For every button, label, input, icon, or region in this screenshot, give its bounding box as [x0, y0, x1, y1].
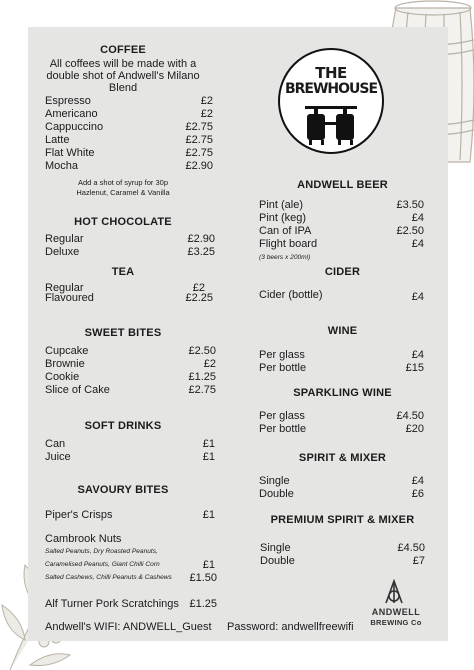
- menu-item-name: Per glass: [259, 349, 305, 361]
- menu-item-price: £1.25: [189, 598, 217, 610]
- menu-item-price: £2.50: [396, 225, 424, 237]
- menu-item-price: £4: [411, 291, 424, 303]
- menu-item-name: Americano: [45, 108, 98, 120]
- coffee-intro-3: Blend: [108, 82, 138, 94]
- menu-item-price: £1: [202, 438, 215, 450]
- menu-item-price: £4.50: [396, 410, 424, 422]
- menu-item-price: £1: [202, 559, 215, 571]
- menu-item-price: £4: [411, 212, 424, 224]
- menu-item-price: £2.90: [187, 233, 215, 245]
- coffee-heading: COFFEE: [100, 44, 146, 56]
- andwell-beer-heading: ANDWELL BEER: [297, 179, 388, 191]
- menu-item-price: £2.75: [185, 147, 213, 159]
- brewhouse-logo: [278, 48, 384, 154]
- menu-item-name: Alf Turner Pork Scratchings: [45, 598, 179, 610]
- menu-item-name: Latte: [45, 134, 70, 146]
- menu-item-price: £2.50: [188, 345, 216, 357]
- menu-item-price: £2.75: [188, 384, 216, 396]
- menu-item-name: Pint (ale): [259, 199, 304, 211]
- wifi-network: Andwell's WIFI: ANDWELL_Guest: [45, 621, 212, 633]
- menu-item-name: Cookie: [45, 371, 80, 383]
- flight-note: (3 beers x 200ml): [259, 254, 311, 261]
- menu-item-name: Cupcake: [45, 345, 89, 357]
- menu-item-name: Deluxe: [45, 246, 80, 258]
- menu-item-price: £2.75: [185, 121, 213, 133]
- menu-item-price: £6: [411, 488, 424, 500]
- menu-item-name: Cambrook Nuts: [45, 533, 122, 545]
- menu-item-price: £2: [200, 95, 213, 107]
- spirit-mixer-heading: SPIRIT & MIXER: [298, 452, 387, 464]
- menu-item-price: £4: [411, 238, 424, 250]
- brand-line-2: BREWING Co: [370, 618, 422, 627]
- menu-item-name: Cider (bottle): [259, 289, 323, 301]
- menu-item-price: £20: [405, 423, 424, 435]
- menu-item-name: Flight board: [259, 238, 318, 250]
- nut-flavours-line: Caramelised Peanuts, Giant Chilli Corn: [45, 561, 160, 568]
- logo-line-2: BREWHOUSE: [284, 81, 378, 97]
- menu-item-name: Single: [259, 475, 290, 487]
- menu-item-name: Can of IPA: [259, 225, 312, 237]
- menu-item-price: £4.50: [397, 542, 425, 554]
- menu-item-name: Mocha: [45, 160, 79, 172]
- menu-item-name: Pint (keg): [259, 212, 307, 224]
- brewing-kettles-icon: [301, 104, 361, 146]
- menu-item-name: Slice of Cake: [45, 384, 110, 396]
- menu-item-price: £2: [203, 358, 216, 370]
- syrup-note-1: Add a shot of syrup for 30p: [77, 178, 169, 187]
- nut-flavours-line: Salted Cashews, Chilli Peanuts & Cashews: [45, 574, 172, 581]
- syrup-note-2: Hazlenut, Caramel & Vanilla: [76, 188, 170, 197]
- menu-item-price: £2.75: [185, 134, 213, 146]
- menu-item-price: £2.90: [185, 160, 213, 172]
- menu-item-name: Can: [45, 438, 66, 450]
- menu-item-name: Per bottle: [259, 423, 307, 435]
- cider-heading: CIDER: [324, 266, 361, 278]
- menu-item-name: Single: [260, 542, 291, 554]
- menu-item-name: Per glass: [259, 410, 305, 422]
- wifi-password: Password: andwellfreewifi: [227, 621, 354, 633]
- tea-heading: TEA: [111, 266, 135, 278]
- savoury-bites-heading: SAVOURY BITES: [77, 484, 169, 496]
- soft-drinks-heading: SOFT DRINKS: [84, 420, 162, 432]
- menu-item-price: £4: [411, 475, 424, 487]
- logo-line-1: THE: [315, 64, 347, 82]
- menu-item-name: Brownie: [45, 358, 85, 370]
- brand-line-1: ANDWELL: [371, 607, 421, 617]
- hot-chocolate-heading: HOT CHOCOLATE: [74, 216, 172, 228]
- menu-item-name: Flat White: [45, 147, 95, 159]
- menu-item-name: Regular: [45, 282, 84, 294]
- menu-item-name: Flavoured: [45, 292, 94, 304]
- menu-item-price: £1.25: [188, 371, 216, 383]
- menu-item-name: Piper's Crisps: [45, 509, 113, 521]
- nut-flavours-line: Salted Peanuts, Dry Roasted Peanuts,: [45, 548, 158, 555]
- menu-item-price: £7: [412, 555, 425, 567]
- sweet-bites-heading: SWEET BITES: [84, 327, 162, 339]
- menu-item-name: Espresso: [45, 95, 91, 107]
- menu-item-price: £2: [200, 108, 213, 120]
- andwell-a-logo-icon: [384, 579, 404, 605]
- sparkling-wine-heading: SPARKLING WINE: [293, 387, 392, 399]
- menu-item-price: £4: [411, 349, 424, 361]
- premium-spirit-mixer-heading: PREMIUM SPIRIT & MIXER: [270, 514, 415, 526]
- menu-item-price: £1: [202, 451, 215, 463]
- menu-item-price: £1.50: [189, 572, 217, 584]
- coffee-intro-2: double shot of Andwell's Milano: [46, 70, 200, 82]
- menu-item-name: Per bottle: [259, 362, 307, 374]
- menu-item-price: £2: [192, 282, 205, 294]
- menu-item-name: Regular: [45, 233, 84, 245]
- menu-item-price: £3.25: [187, 246, 215, 258]
- wine-heading: WINE: [327, 325, 358, 337]
- menu-item-name: Double: [260, 555, 295, 567]
- menu-item-name: Cappuccino: [45, 121, 104, 133]
- menu-item-price: £15: [405, 362, 424, 374]
- menu-item-price: £1: [202, 509, 215, 521]
- menu-item-price: £3.50: [396, 199, 424, 211]
- menu-item-name: Double: [259, 488, 294, 500]
- menu-item-name: Juice: [45, 451, 71, 463]
- coffee-intro-1: All coffees will be made with a: [49, 58, 197, 70]
- menu-item-price: £2.25: [185, 292, 213, 304]
